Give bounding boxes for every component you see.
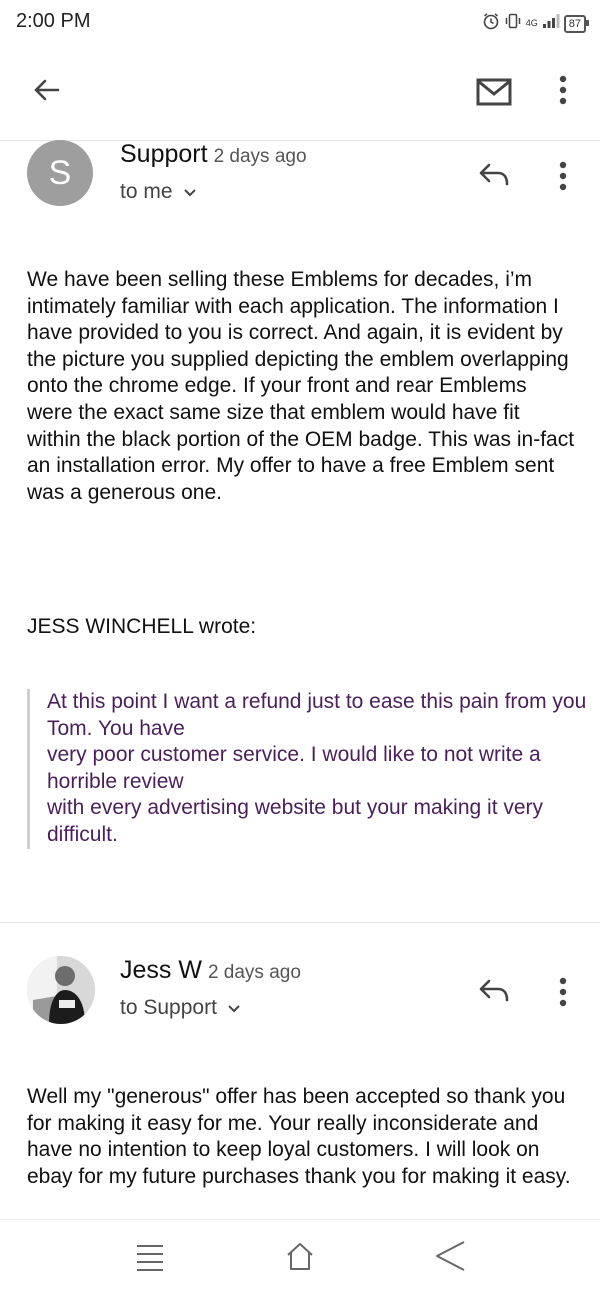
- avatar-photo-icon: [27, 956, 95, 1024]
- avatar[interactable]: [27, 140, 93, 206]
- mail-icon: [476, 78, 512, 111]
- message-divider: [0, 922, 600, 923]
- message-more-button[interactable]: [545, 158, 581, 198]
- mark-unread-button[interactable]: [472, 72, 516, 116]
- recipient-toggle[interactable]: [120, 996, 241, 1020]
- avatar[interactable]: [27, 956, 95, 1024]
- status-time: 2:00 PM: [16, 10, 91, 32]
- recipient-toggle[interactable]: [120, 180, 197, 204]
- system-back-button[interactable]: [430, 1238, 470, 1278]
- quoted-text: [27, 689, 592, 849]
- battery-icon: [564, 15, 586, 33]
- back-arrow-icon: [31, 75, 61, 110]
- chevron-down-icon: [227, 996, 241, 1020]
- sender-line: [120, 140, 307, 169]
- status-bar: [0, 0, 600, 46]
- status-icons: [482, 12, 586, 35]
- system-nav-bar: [0, 1219, 600, 1300]
- message-body: We have been selling these Emblems for decades, i’m intimately familiar with each application. The information I have provided to you is correct. And again, it is evident by the picture you supplied depicting the emblem overlapping onto the chrome edge. If your front and rear Emblems were the exact same size that emblem would have fit within the black portion of the OEM badge. This was in-fact an installation error. My offer to have a free Emblem sent was a generous one.: [27, 268, 575, 504]
- message-more-button[interactable]: [545, 974, 581, 1014]
- recipient-label: to Support: [120, 996, 217, 1019]
- sender-line: [120, 956, 301, 985]
- message-header[interactable]: [0, 140, 600, 230]
- chevron-down-icon: [183, 180, 197, 204]
- recents-icon: [134, 1242, 166, 1279]
- reply-icon: [478, 162, 510, 191]
- reply-button[interactable]: [474, 156, 514, 196]
- signal-icon: [542, 13, 560, 34]
- home-button[interactable]: [280, 1238, 320, 1278]
- more-vert-icon: [559, 75, 567, 110]
- quoted-line: At this point I want a refund just to ease this pain from you Tom. You have: [47, 690, 587, 740]
- vibrate-icon: [504, 12, 522, 35]
- recents-button[interactable]: [130, 1240, 170, 1280]
- app-bar: [0, 46, 600, 141]
- more-options-button[interactable]: [545, 70, 581, 114]
- back-button[interactable]: [24, 70, 68, 114]
- quoted-line: very poor customer service. I would like to not write a horrible review: [47, 743, 541, 793]
- battery-level: 87: [568, 17, 581, 30]
- sender-name: Support: [120, 140, 208, 168]
- alarm-icon: [482, 12, 500, 35]
- avatar-letter: S: [48, 153, 72, 192]
- message-time: 2 days ago: [213, 146, 307, 167]
- message-time: 2 days ago: [207, 962, 301, 983]
- home-icon: [284, 1240, 316, 1277]
- message-header[interactable]: [0, 956, 600, 1046]
- quote-attribution: JESS WINCHELL wrote:: [27, 615, 257, 638]
- recipient-label: to me: [120, 180, 173, 203]
- reply-button[interactable]: [474, 972, 514, 1012]
- reply-icon: [478, 978, 510, 1007]
- network-type: 4G: [525, 18, 538, 28]
- message-body: Well my "generous" offer has been accepted so thank you for making it easy for me. Your really inconsiderate and have no intention to keep loyal customers. I will look on ebay for my future purchases thank you for making it easy.: [27, 1085, 571, 1188]
- more-vert-icon: [559, 161, 567, 196]
- quoted-line: with every advertising website but your making it very difficult.: [47, 796, 544, 846]
- back-triangle-icon: [434, 1240, 466, 1277]
- more-vert-icon: [559, 977, 567, 1012]
- sender-name: Jess W: [120, 956, 202, 984]
